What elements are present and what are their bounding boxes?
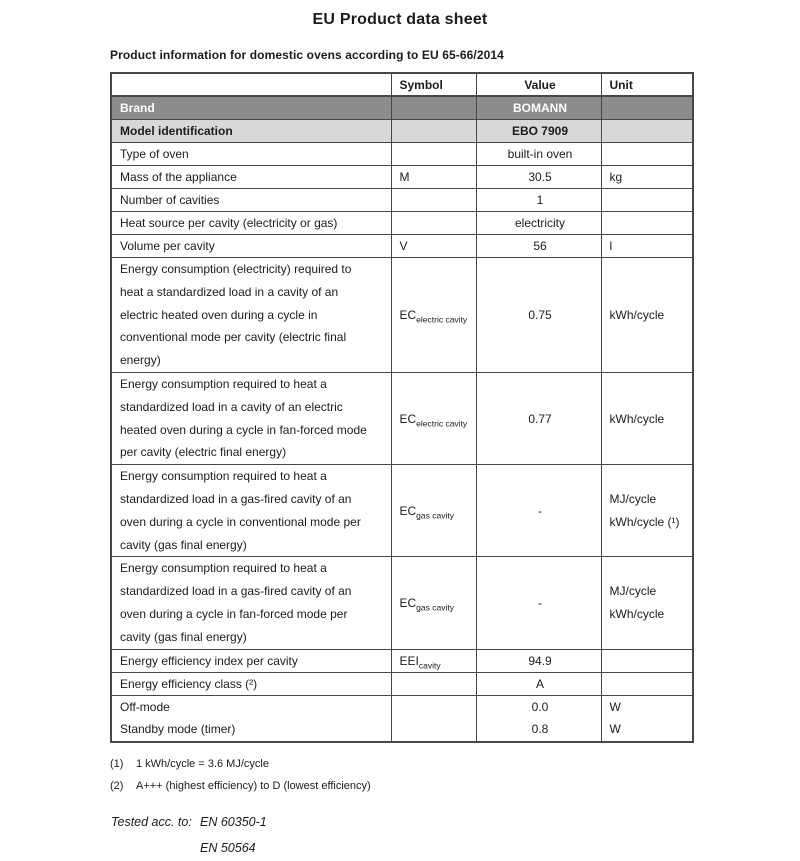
cell-line: 0.0 — [531, 699, 549, 714]
footnote-mark: (2) — [110, 780, 124, 793]
symbol-cell — [391, 120, 476, 143]
symbol-subscript: electric cavity — [416, 417, 468, 428]
symbol-cell — [391, 695, 476, 742]
unit-cell — [601, 695, 693, 742]
symbol-cell: V — [391, 235, 476, 258]
symbol-subscript: gas cavity — [416, 510, 454, 521]
cell-line: per cavity (electric final energy) — [120, 445, 287, 460]
cell-line: Energy consumption required to heat a — [120, 376, 327, 391]
cell-line: Standby mode (timer) — [120, 722, 236, 737]
symbol-cell — [391, 372, 476, 464]
table-row — [111, 189, 693, 212]
unit-cell: kWh/cycle — [601, 372, 693, 464]
unit-cell — [601, 189, 693, 212]
value-cell: A — [476, 672, 601, 695]
table-row — [111, 557, 693, 649]
unit-cell — [601, 96, 693, 120]
unit-cell — [601, 465, 693, 557]
symbol-base: EC — [399, 411, 417, 426]
row-label-cell: Energy efficiency index per cavity — [111, 649, 391, 672]
symbol-base: EEI — [399, 653, 419, 668]
table-row — [111, 143, 693, 166]
unit-cell — [601, 649, 693, 672]
product-table — [110, 72, 694, 743]
cell-line: standardized load in a gas-fired cavity of an — [120, 491, 352, 506]
symbol-cell: M — [391, 166, 476, 189]
value-cell: 0.75 — [476, 258, 601, 373]
row-label-cell: Energy efficiency class (²) — [111, 672, 391, 695]
row-label-cell: Heat source per cavity (electricity or gas) — [111, 212, 391, 235]
cell-line: standardized load in a cavity of an electric — [120, 399, 343, 414]
cell-line: Off-mode — [120, 699, 170, 714]
cell-line: 0.8 — [531, 722, 549, 737]
footnote-text: 1 kWh/cycle = 3.6 MJ/cycle — [136, 758, 269, 771]
table-row — [111, 258, 693, 373]
cell-line: cavity (gas final energy) — [120, 629, 247, 644]
cell-line: energy) — [120, 353, 161, 368]
table-row — [111, 649, 693, 672]
row-label-cell — [111, 258, 391, 373]
value-cell: - — [476, 465, 601, 557]
unit-cell: kg — [601, 166, 693, 189]
value-cell: BOMANN — [476, 96, 601, 120]
cell-line: MJ/cycle — [609, 584, 657, 599]
cell-line: standardized load in a gas-fired cavity of an — [120, 584, 352, 599]
product-table-body — [111, 96, 693, 742]
unit-cell: kWh/cycle — [601, 258, 693, 373]
footnote-text: A+++ (highest efficiency) to D (lowest efficiency) — [136, 780, 371, 793]
symbol-subscript: gas cavity — [416, 602, 454, 613]
value-cell: 1 — [476, 189, 601, 212]
tested-section — [111, 810, 800, 861]
value-cell: electricity — [476, 212, 601, 235]
unit-cell — [601, 120, 693, 143]
row-label-cell — [111, 695, 391, 742]
table-row — [111, 695, 693, 742]
unit-cell — [601, 143, 693, 166]
table-row — [111, 166, 693, 189]
cell-line: Energy consumption required to heat a — [120, 469, 327, 484]
cell-line: oven during a cycle in fan-forced mode per — [120, 606, 348, 621]
row-label-cell: Volume per cavity — [111, 235, 391, 258]
header-label-cell — [111, 73, 391, 96]
row-label-cell — [111, 557, 391, 649]
value-cell: 0.77 — [476, 372, 601, 464]
symbol-base: EC — [399, 595, 417, 610]
row-label-cell: Mass of the appliance — [111, 166, 391, 189]
table-row — [111, 212, 693, 235]
table-header-row — [111, 73, 693, 96]
tested-standards — [200, 810, 267, 861]
symbol-cell — [391, 212, 476, 235]
symbol-cell — [391, 465, 476, 557]
page-title: EU Product data sheet — [312, 11, 488, 28]
tested-standard: EN 60350-1 — [200, 815, 267, 830]
symbol-cell — [391, 672, 476, 695]
cell-line: cavity (gas final energy) — [120, 537, 247, 552]
value-cell: 56 — [476, 235, 601, 258]
value-cell — [476, 695, 601, 742]
row-label-cell: Brand — [111, 96, 391, 120]
cell-line: conventional mode per cavity (electric final — [120, 330, 347, 345]
table-row — [111, 235, 693, 258]
cell-line: electric heated oven during a cycle in — [120, 307, 318, 322]
cell-line: MJ/cycle — [609, 491, 657, 506]
cell-line: heated oven during a cycle in fan-forced mode — [120, 422, 367, 437]
table-row — [111, 96, 693, 120]
cell-line: W — [609, 699, 621, 714]
unit-cell — [601, 557, 693, 649]
cell-line: W — [609, 722, 621, 737]
footnote-item — [110, 753, 800, 775]
value-cell: - — [476, 557, 601, 649]
page-subtitle: Product information for domestic ovens according to EU 65-66/2014 — [110, 48, 504, 62]
symbol-cell — [391, 143, 476, 166]
symbol-cell — [391, 96, 476, 120]
row-label-cell: Type of oven — [111, 143, 391, 166]
unit-cell — [601, 672, 693, 695]
row-label-cell: Model identification — [111, 120, 391, 143]
value-cell: EBO 7909 — [476, 120, 601, 143]
cell-line: Energy consumption (electricity) required to — [120, 262, 352, 276]
cell-line: kWh/cycle (¹) — [609, 514, 680, 529]
value-cell: 94.9 — [476, 649, 601, 672]
row-label-cell — [111, 372, 391, 464]
unit-cell: l — [601, 235, 693, 258]
row-label-cell: Number of cavities — [111, 189, 391, 212]
header-symbol-cell: Symbol — [391, 73, 476, 96]
header-unit-cell: Unit — [601, 73, 693, 96]
footnote-item — [110, 775, 800, 797]
footnote-mark: (1) — [110, 758, 124, 771]
footnote-list — [110, 753, 800, 797]
header-value-cell: Value — [476, 73, 601, 96]
table-row — [111, 465, 693, 557]
row-label-cell — [111, 465, 391, 557]
symbol-subscript: electric cavity — [416, 314, 468, 325]
table-row — [111, 672, 693, 695]
symbol-cell — [391, 649, 476, 672]
symbol-cell — [391, 557, 476, 649]
cell-line: heat a standardized load in a cavity of an — [120, 284, 339, 299]
cell-line: kWh/cycle — [609, 606, 665, 621]
symbol-cell — [391, 189, 476, 212]
value-cell: built-in oven — [476, 143, 601, 166]
table-row — [111, 372, 693, 464]
tested-label: Tested acc. to: — [111, 815, 192, 830]
symbol-base: EC — [399, 307, 417, 322]
symbol-subscript: cavity — [418, 659, 441, 670]
tested-standard: EN 50564 — [200, 840, 256, 855]
unit-cell — [601, 212, 693, 235]
cell-line: Energy consumption required to heat a — [120, 561, 327, 576]
value-cell: 30.5 — [476, 166, 601, 189]
symbol-cell — [391, 258, 476, 373]
cell-line: oven during a cycle in conventional mode per — [120, 514, 361, 529]
table-row — [111, 120, 693, 143]
symbol-base: EC — [399, 503, 417, 518]
